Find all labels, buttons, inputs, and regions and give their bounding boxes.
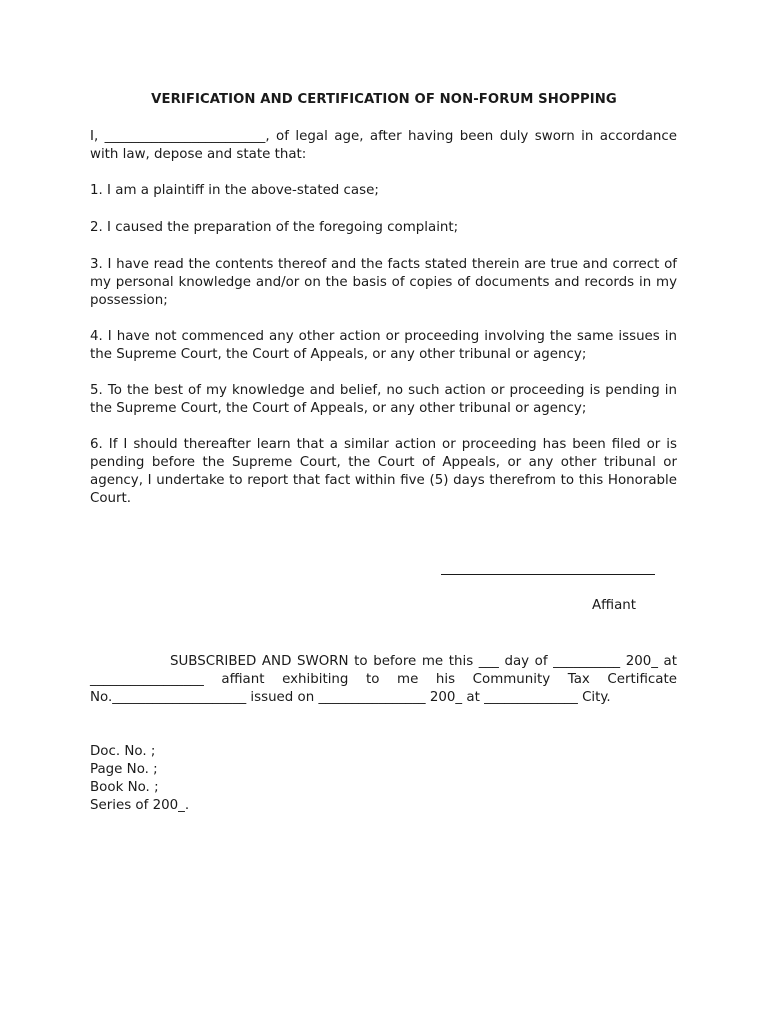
page-number: Page No. ; — [90, 762, 158, 777]
paragraph-4: 4. I have not commenced any other action or proceeding involving the same issues in the Supreme Court, the Court of Appeals, or any other tribunal or agency; — [90, 329, 677, 362]
paragraph-5: 5. To the best of my knowledge and belief, no such action or proceeding is pending in the Supreme Court, the Court of Appeals, or any other tribunal or agency; — [90, 383, 677, 416]
notarial-details — [90, 743, 189, 815]
paragraph-1: 1. I am a plaintiff in the above-stated case; — [90, 183, 379, 198]
paragraph-6: 6. If I should thereafter learn that a similar action or proceeding has been filed or is pending before the Supreme Court, the Court of Appeals, or any other tribunal or agency, I undertake to report that fact within five (5) days therefrom to this Honorable Court. — [90, 437, 677, 506]
paragraph-2: 2. I caused the preparation of the foregoing complaint; — [90, 220, 459, 235]
jurat-paragraph: SUBSCRIBED AND SWORN to before me this ___ day of __________ 200_ at _________________ affiant exhibiting to me his Community Tax Certificate No.____________________ issued on ________________ 200_ at ______________ City. — [90, 654, 677, 705]
intro-paragraph: I, ________________________, of legal age, after having been duly sworn in accordance with law, depose and state that: — [90, 129, 677, 162]
document-title: VERIFICATION AND CERTIFICATION OF NON-FORUM SHOPPING — [151, 92, 617, 107]
series-year: Series of 200_. — [90, 798, 190, 813]
book-number: Book No. ; — [90, 780, 159, 795]
affiant-label: Affiant — [592, 598, 637, 613]
doc-number: Doc. No. ; — [90, 744, 156, 759]
signature-line — [441, 574, 655, 575]
paragraph-3: 3. I have read the contents thereof and the facts stated therein are true and correct of my personal knowledge and/or on the basis of copies of documents and records in my possession; — [90, 257, 677, 308]
